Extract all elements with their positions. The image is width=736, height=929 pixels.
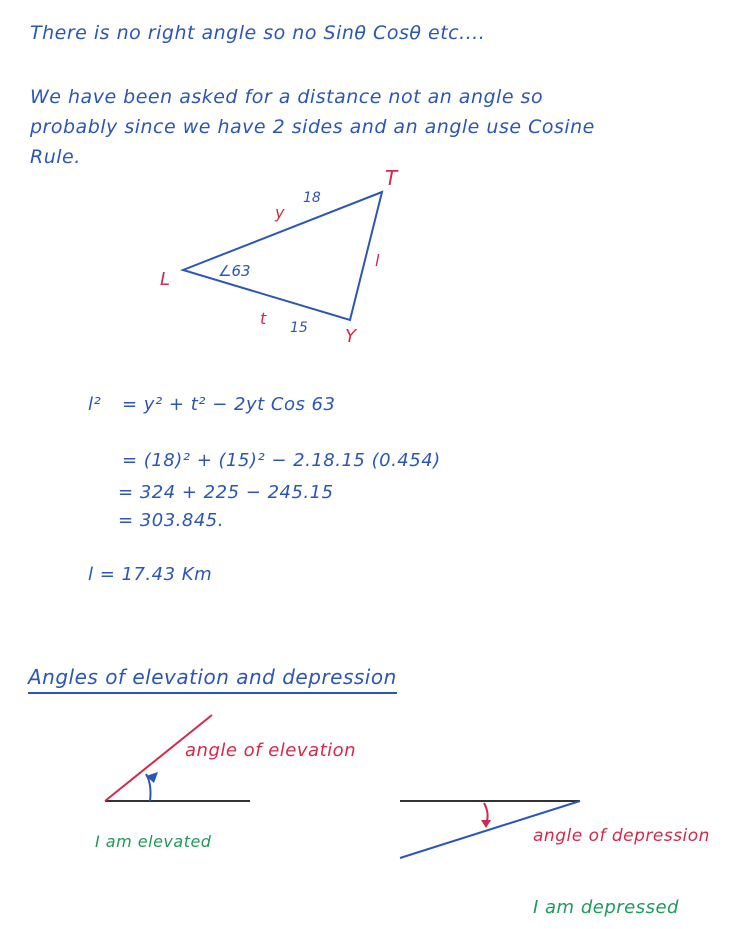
intro-line-2: We have been asked for a distance not an angle so	[30, 86, 544, 108]
working-result: l = 17.43 Km	[88, 564, 213, 585]
triangle-diagram	[0, 0, 736, 380]
angle-l-label: ∠63	[218, 262, 251, 280]
intro-line-1: There is no right angle so no Sinθ Cosθ etc....	[30, 22, 486, 44]
side-lt-value: 18	[303, 190, 321, 206]
working-line-1: = y² + t² − 2yt Cos 63	[122, 394, 336, 415]
vertex-y-label: Y	[345, 326, 356, 347]
elevation-arrow-icon	[146, 772, 158, 783]
elevation-diagram	[0, 700, 736, 929]
side-ly-name: t	[260, 309, 267, 328]
side-lt-name: y	[275, 203, 285, 222]
depression-caption: I am depressed	[533, 897, 679, 918]
depression-label: angle of depression	[533, 826, 710, 846]
working-line-3: = 324 + 225 − 245.15	[118, 482, 334, 503]
working-lhs: l²	[88, 394, 102, 415]
section-heading: Angles of elevation and depression	[28, 665, 397, 694]
intro-line-3: probably since we have 2 sides and an angle use Cosine	[30, 116, 595, 138]
working-line-4: = 303.845.	[118, 510, 224, 531]
depression-arrow-icon	[481, 820, 491, 828]
side-ty-name: l	[375, 251, 380, 270]
elevation-caption: I am elevated	[95, 832, 212, 851]
vertex-l-label: L	[160, 269, 171, 290]
vertex-t-label: T	[385, 166, 398, 190]
intro-line-4: Rule.	[30, 146, 81, 168]
working-line-2: = (18)² + (15)² − 2.18.15 (0.454)	[122, 450, 441, 471]
side-ly-value: 15	[290, 320, 308, 336]
elevation-label: angle of elevation	[185, 740, 357, 761]
